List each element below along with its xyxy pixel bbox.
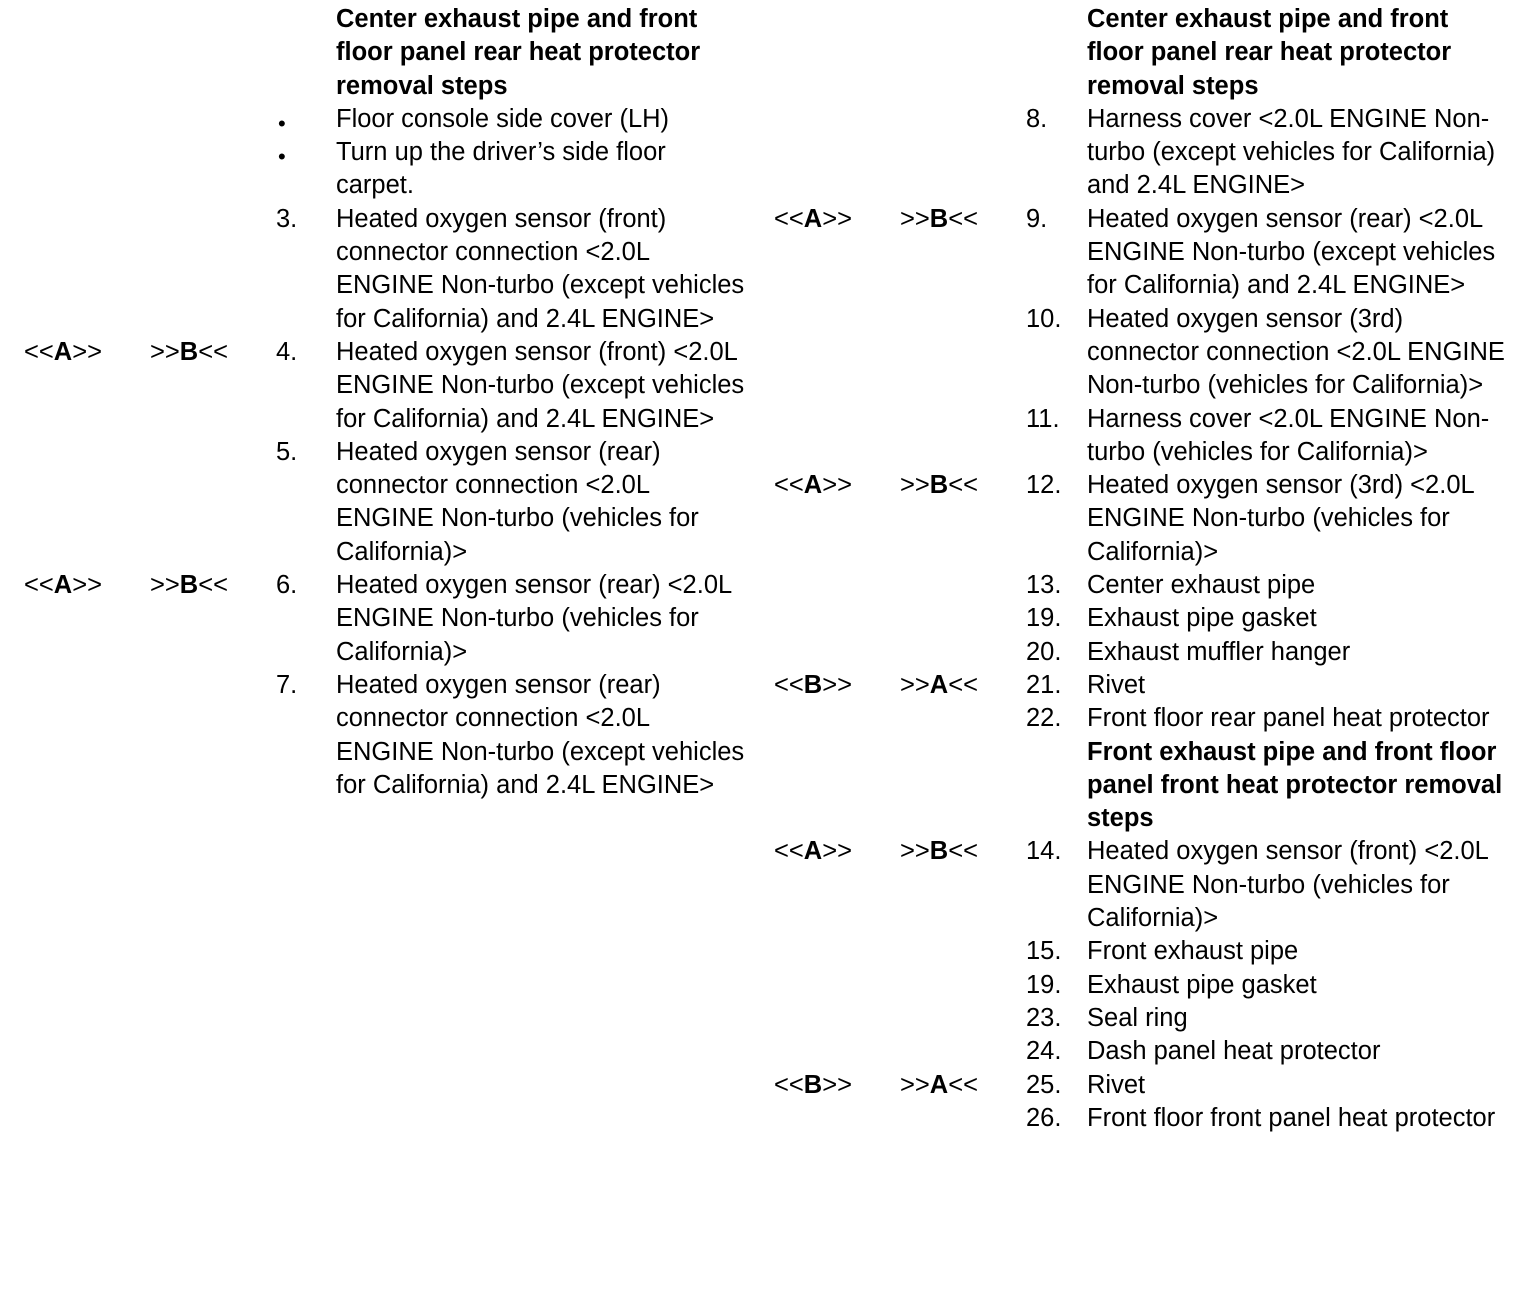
reference-mark-installation-letter: B <box>929 471 949 500</box>
list-item <box>760 969 1507 1002</box>
reference-mark-removal-post: >> <box>822 1070 853 1099</box>
step-text: Heated oxygen sensor (front) <2.0L ENGINE Non-turbo (except vehicles for California) and 2.4L ENGINE> <box>336 337 745 433</box>
list-item <box>760 569 1507 602</box>
reference-mark-removal <box>24 569 102 602</box>
step-text: Heated oxygen sensor (rear) connector connection <2.0L ENGINE Non-turbo (vehicles for California)> <box>336 437 699 566</box>
reference-mark-removal-post: >> <box>822 670 853 699</box>
reference-mark-installation-pre: >> <box>900 670 930 699</box>
bullet-icon: • <box>278 110 286 136</box>
reference-mark-installation-post: << <box>948 204 979 233</box>
step-number: 24. <box>1026 1037 1062 1066</box>
reference-mark-removal <box>774 203 852 236</box>
step-text: Rivet <box>1087 1070 1146 1099</box>
list-item <box>0 203 750 336</box>
step-number: 6. <box>276 571 298 600</box>
reference-mark-installation-letter: B <box>179 337 199 366</box>
step-number: 11. <box>1026 404 1060 433</box>
step-number: 19. <box>1026 604 1062 633</box>
reference-mark-removal <box>774 835 852 868</box>
step-text: Turn up the driver’s side floor carpet. <box>336 138 666 200</box>
step-text: Front floor rear panel heat protector <box>1087 704 1490 733</box>
reference-mark-removal-letter: B <box>803 670 823 699</box>
reference-mark-removal-pre: << <box>774 670 804 699</box>
section-heading: Front exhaust pipe and front floor panel front heat protector removal steps <box>1087 737 1503 833</box>
step-number: 14. <box>1026 837 1062 866</box>
step-text: Heated oxygen sensor (3rd) connector connection <2.0L ENGINE Non-turbo (vehicles for California)> <box>1087 304 1505 400</box>
section-heading: Center exhaust pipe and front floor panel rear heat protector removal steps <box>336 5 701 100</box>
reference-mark-removal-pre: << <box>774 1070 804 1099</box>
step-text: Exhaust pipe gasket <box>1087 970 1317 999</box>
list-item <box>0 103 750 136</box>
step-number: 22. <box>1026 704 1062 733</box>
list-item <box>760 669 1507 702</box>
section-heading: Center exhaust pipe and front floor panel rear heat protector removal steps <box>1087 5 1452 100</box>
reference-mark-installation-post: << <box>198 571 229 600</box>
reference-mark-installation <box>900 669 978 702</box>
list-item <box>760 835 1507 935</box>
step-number: 25. <box>1026 1070 1062 1099</box>
left-column <box>0 3 760 802</box>
bullet-icon: • <box>278 144 286 170</box>
list-item <box>760 1002 1507 1035</box>
reference-mark-installation <box>900 1069 978 1102</box>
step-text: Heated oxygen sensor (rear) <2.0L ENGINE Non-turbo (vehicles for California)> <box>336 571 732 666</box>
reference-mark-removal-letter: A <box>53 571 73 600</box>
list-item <box>760 1069 1507 1102</box>
list-item <box>0 136 750 203</box>
reference-mark-removal <box>774 1069 852 1102</box>
list-item <box>0 669 750 802</box>
reference-mark-removal-post: >> <box>822 204 853 233</box>
step-number: 15. <box>1026 937 1062 966</box>
reference-mark-removal-pre: << <box>774 837 804 866</box>
step-number: 4. <box>276 337 298 366</box>
reference-mark-removal-letter: A <box>53 337 73 366</box>
list-item <box>760 1035 1507 1068</box>
reference-mark-installation-post: << <box>948 837 979 866</box>
reference-mark-removal-letter: A <box>803 204 823 233</box>
step-text: Heated oxygen sensor (3rd) <2.0L ENGINE Non-turbo (vehicles for California)> <box>1087 471 1474 566</box>
step-number: 3. <box>276 204 298 233</box>
reference-mark-removal-pre: << <box>24 571 54 600</box>
step-text: Heated oxygen sensor (front) connector connection <2.0L ENGINE Non-turbo (except vehicles for California) and 2.4L ENGINE> <box>336 204 745 333</box>
step-text: Harness cover <2.0L ENGINE Non-turbo (except vehicles for California) and 2.4L ENGINE> <box>1087 104 1496 200</box>
reference-mark-installation <box>900 469 978 502</box>
step-text: Harness cover <2.0L ENGINE Non-turbo (vehicles for California)> <box>1087 404 1490 466</box>
reference-mark-removal <box>774 669 852 702</box>
reference-mark-removal-post: >> <box>822 471 853 500</box>
step-text: Heated oxygen sensor (rear) connector connection <2.0L ENGINE Non-turbo (except vehicles for California) and 2.4L ENGINE> <box>336 670 745 799</box>
reference-mark-removal-post: >> <box>822 837 853 866</box>
reference-mark-removal-pre: << <box>24 337 54 366</box>
reference-mark-removal-pre: << <box>774 471 804 500</box>
list-item <box>0 436 750 569</box>
step-number: 19. <box>1026 970 1062 999</box>
list-item <box>760 702 1507 735</box>
reference-mark-installation-letter: B <box>179 571 199 600</box>
reference-mark-installation-post: << <box>198 337 229 366</box>
right-column <box>760 3 1520 1135</box>
list-item <box>760 303 1507 403</box>
reference-mark-installation-pre: >> <box>900 471 930 500</box>
reference-mark-installation-pre: >> <box>900 1070 930 1099</box>
list-item <box>760 602 1507 635</box>
list-item <box>0 336 750 436</box>
reference-mark-installation <box>900 203 978 236</box>
reference-mark-installation <box>150 336 228 369</box>
reference-mark-removal-letter: B <box>803 1070 823 1099</box>
list-item <box>760 203 1507 303</box>
step-number: 21. <box>1026 670 1062 699</box>
reference-mark-removal-pre: << <box>774 204 804 233</box>
step-number: 26. <box>1026 1103 1062 1132</box>
step-number: 23. <box>1026 1003 1062 1032</box>
step-text: Heated oxygen sensor (rear) <2.0L ENGINE Non-turbo (except vehicles for California) and 2.4L ENGINE> <box>1087 204 1496 300</box>
reference-mark-removal-letter: A <box>803 837 823 866</box>
step-number: 20. <box>1026 637 1062 666</box>
reference-mark-installation <box>900 835 978 868</box>
step-number: 13. <box>1026 571 1062 600</box>
list-item <box>760 1102 1507 1135</box>
reference-mark-installation-letter: B <box>929 204 949 233</box>
reference-mark-removal-post: >> <box>72 337 103 366</box>
step-number: 5. <box>276 437 298 466</box>
reference-mark-installation-post: << <box>948 670 979 699</box>
step-text: Front floor front panel heat protector <box>1087 1103 1496 1132</box>
list-item <box>0 569 750 669</box>
step-number: 10. <box>1026 304 1062 333</box>
reference-mark-installation <box>150 569 228 602</box>
list-item <box>760 403 1507 470</box>
reference-mark-removal <box>24 336 102 369</box>
reference-mark-installation-post: << <box>948 1070 979 1099</box>
step-number: 9. <box>1026 204 1048 233</box>
reference-mark-installation-pre: >> <box>900 204 930 233</box>
step-text: Seal ring <box>1087 1003 1188 1032</box>
step-text: Front exhaust pipe <box>1087 937 1299 966</box>
step-text: Heated oxygen sensor (front) <2.0L ENGINE Non-turbo (vehicles for California)> <box>1087 837 1488 933</box>
reference-mark-installation-letter: A <box>929 670 949 699</box>
list-item <box>760 469 1507 569</box>
reference-mark-removal <box>774 469 852 502</box>
step-text: Rivet <box>1087 670 1146 699</box>
step-text: Dash panel heat protector <box>1087 1037 1381 1066</box>
reference-mark-installation-pre: >> <box>900 837 930 866</box>
reference-mark-removal-post: >> <box>72 571 103 600</box>
step-text: Exhaust muffler hanger <box>1087 637 1351 666</box>
step-number: 7. <box>276 670 298 699</box>
reference-mark-removal-letter: A <box>803 471 823 500</box>
reference-mark-installation-post: << <box>948 471 979 500</box>
step-text: Center exhaust pipe <box>1087 571 1316 600</box>
list-item <box>760 103 1507 203</box>
reference-mark-installation-pre: >> <box>150 571 180 600</box>
step-number: 12. <box>1026 471 1062 500</box>
list-item <box>760 935 1507 968</box>
step-text: Floor console side cover (LH) <box>336 104 670 133</box>
step-text: Exhaust pipe gasket <box>1087 604 1317 633</box>
reference-mark-installation-letter: B <box>929 837 949 866</box>
reference-mark-installation-letter: A <box>929 1070 949 1099</box>
step-number: 8. <box>1026 104 1048 133</box>
reference-mark-installation-pre: >> <box>150 337 180 366</box>
list-item <box>760 636 1507 669</box>
